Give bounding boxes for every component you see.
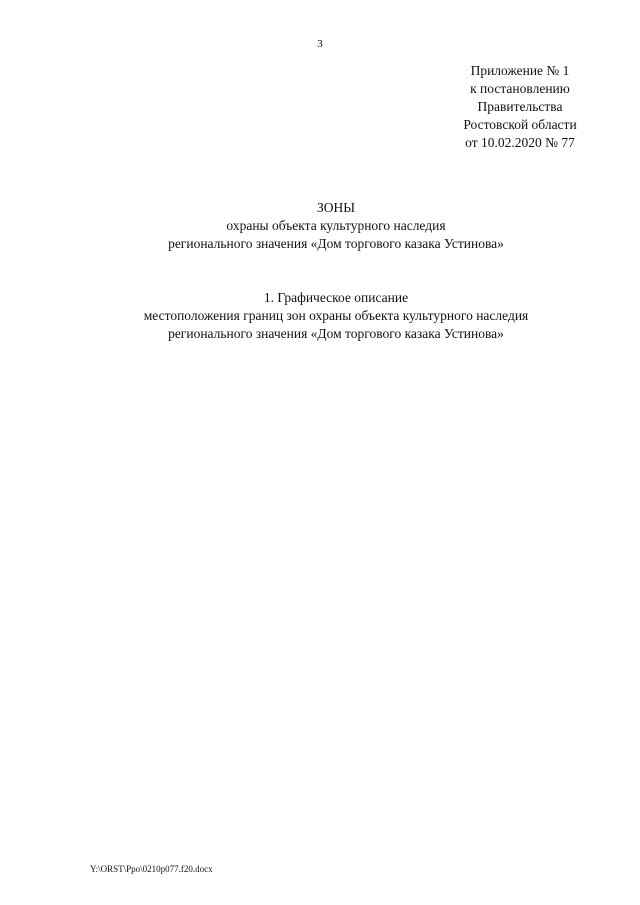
title-heading: ЗОНЫ [316, 200, 356, 215]
appendix-line: Ростовской области [463, 117, 577, 132]
section-line: местоположения границ зон охраны объекта культурного наследия [143, 308, 529, 323]
appendix-line: Приложение № 1 [470, 63, 570, 78]
section-title [0, 289, 640, 343]
appendix-line: к постановлению [470, 81, 570, 96]
title-line: охраны объекта культурного наследия [226, 218, 446, 233]
section-heading: 1. Графическое описание [263, 290, 409, 305]
title-line: регионального значения «Дом торгового казака Устинова» [168, 236, 504, 251]
page-number: 3 [317, 38, 323, 50]
document-title [0, 199, 640, 253]
appendix-reference [430, 62, 610, 152]
section-line: регионального значения «Дом торгового казака Устинова» [168, 326, 504, 341]
footer-file-path: Y:\ORST\Ppo\0210p077.f20.docx [90, 864, 213, 874]
appendix-line: от 10.02.2020 № 77 [465, 135, 575, 150]
appendix-line: Правительства [477, 99, 563, 114]
